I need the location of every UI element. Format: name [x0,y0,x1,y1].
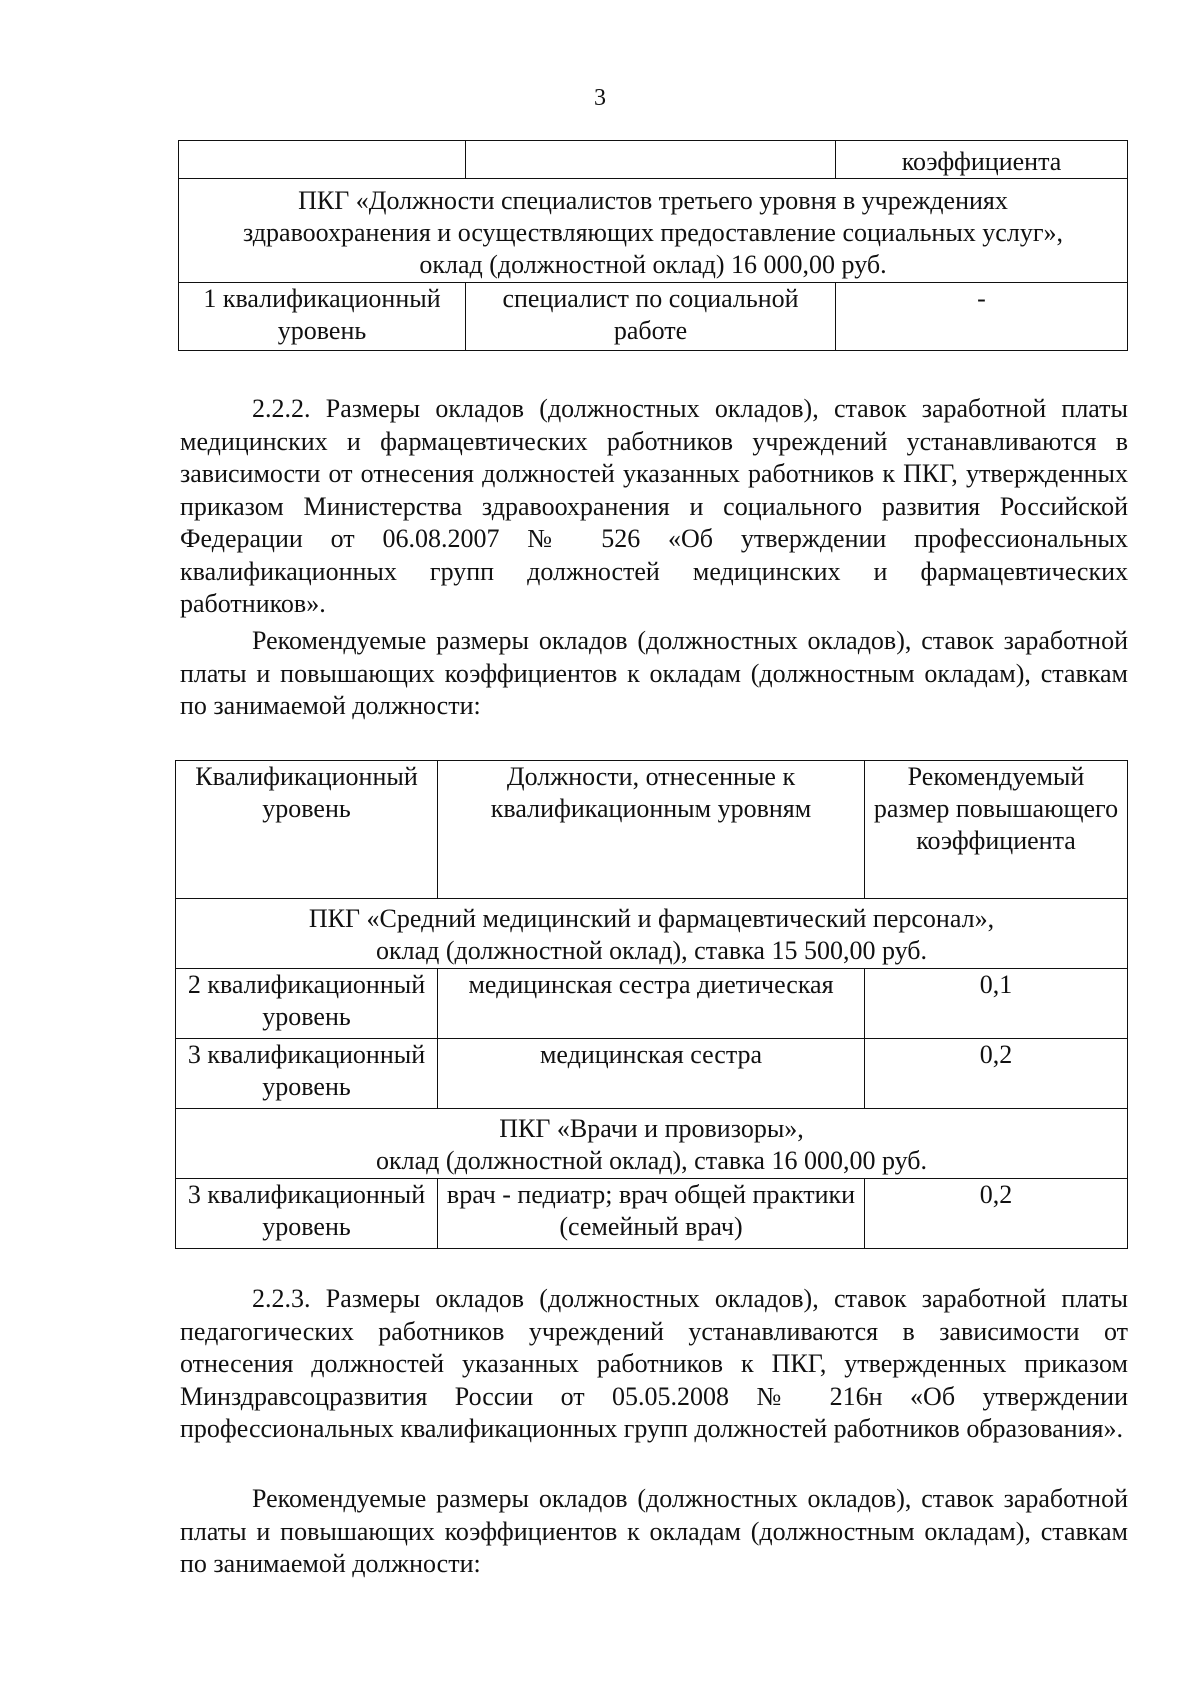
paragraph-2-2-2: 2.2.2. Размеры окладов (должностных окладов), ставок заработной платы медицинских и фармацевтических работников учреждений устанавливаются в зависимости от отнесения должностей указанных работников к ПКГ, утвержденных приказом Министерства здравоохранения и социального развития Российской Федерации от 06.08.2007 № 526 «Об утверждении профессиональных квалификационных групп должностей медицинских и фармацевтических работников». [180,394,1128,618]
pkg-group-row [176,1109,1128,1179]
table-medical-staff [175,760,1128,1249]
table-cell: коэффициента [836,141,1128,179]
pkg-title-line: ПКГ «Средний медицинский и фармацевтический персонал», [308,904,995,933]
qualification-level-cell: 2 квалификационный уровень [176,969,438,1039]
header-positions: Должности, отнесенные к квалификационным уровням [438,761,865,899]
coefficient-cell: 0,2 [865,1179,1128,1249]
table-row-continuation [179,141,1128,179]
position-cell: врач - педиатр; врач общей практики (семейный врач) [438,1179,865,1249]
pkg-title-line: оклад (должностной оклад), ставка 15 500,00 руб. [375,936,928,965]
table-row [176,969,1128,1039]
qualification-level-cell: 1 квалификационный уровень [179,283,466,351]
position-cell: медицинская сестра [438,1039,865,1109]
paragraph-recommended-education: Рекомендуемые размеры окладов (должностных окладов), ставок заработной платы и повышающих коэффициентов к окладам (должностным окладам), ставкам по занимаемой должности: [180,1484,1128,1578]
table-social-specialists [178,140,1128,351]
table-row [176,1179,1128,1249]
pkg-title-line: ПКГ «Должности специалистов третьего уровня в учреждениях [298,186,1008,215]
pkg-group-title [176,899,1128,969]
position-cell: медицинская сестра диетическая [438,969,865,1039]
paragraph-recommended-medical: Рекомендуемые размеры окладов (должностных окладов), ставок заработной платы и повышающих коэффициентов к окладам (должностным окладам), ставкам по занимаемой должности: [180,626,1128,720]
header-qualification-level: Квалификационный уровень [176,761,438,899]
pkg-group-row [176,899,1128,969]
coefficient-cell: 0,2 [865,1039,1128,1109]
pkg-group-title [179,179,1128,283]
position-cell: специалист по социальной работе [466,283,836,351]
pkg-title-line: оклад (должностной оклад) 16 000,00 руб. [419,250,887,279]
pkg-title-line: ПКГ «Врачи и провизоры», [499,1114,804,1143]
header-coefficient: Рекомендуемый размер повышающего коэффициента [865,761,1128,899]
coefficient-cell: - [836,283,1128,351]
page-number: 3 [594,85,606,111]
pkg-group-row [179,179,1128,283]
paragraph-2-2-3: 2.2.3. Размеры окладов (должностных окладов), ставок заработной платы педагогических работников учреждений устанавливаются в зависимости от отнесения должностей указанных работников к ПКГ, утвержденных приказом Минздравсоцразвития России от 05.05.2008 № 216н «Об утверждении профессиональных квалификационных групп должностей работников образования». [180,1284,1128,1443]
pkg-title-line: здравоохранения и осуществляющих предоставление социальных услуг», [243,218,1063,247]
table-row [179,283,1128,351]
table-row [176,1039,1128,1109]
table-header-row [176,761,1128,899]
pkg-title-line: оклад (должностной оклад), ставка 16 000,00 руб. [375,1146,928,1175]
pkg-group-title [176,1109,1128,1179]
qualification-level-cell: 3 квалификационный уровень [176,1039,438,1109]
qualification-level-cell: 3 квалификационный уровень [176,1179,438,1249]
coefficient-cell: 0,1 [865,969,1128,1039]
table-cell [179,141,466,179]
table-cell [466,141,836,179]
